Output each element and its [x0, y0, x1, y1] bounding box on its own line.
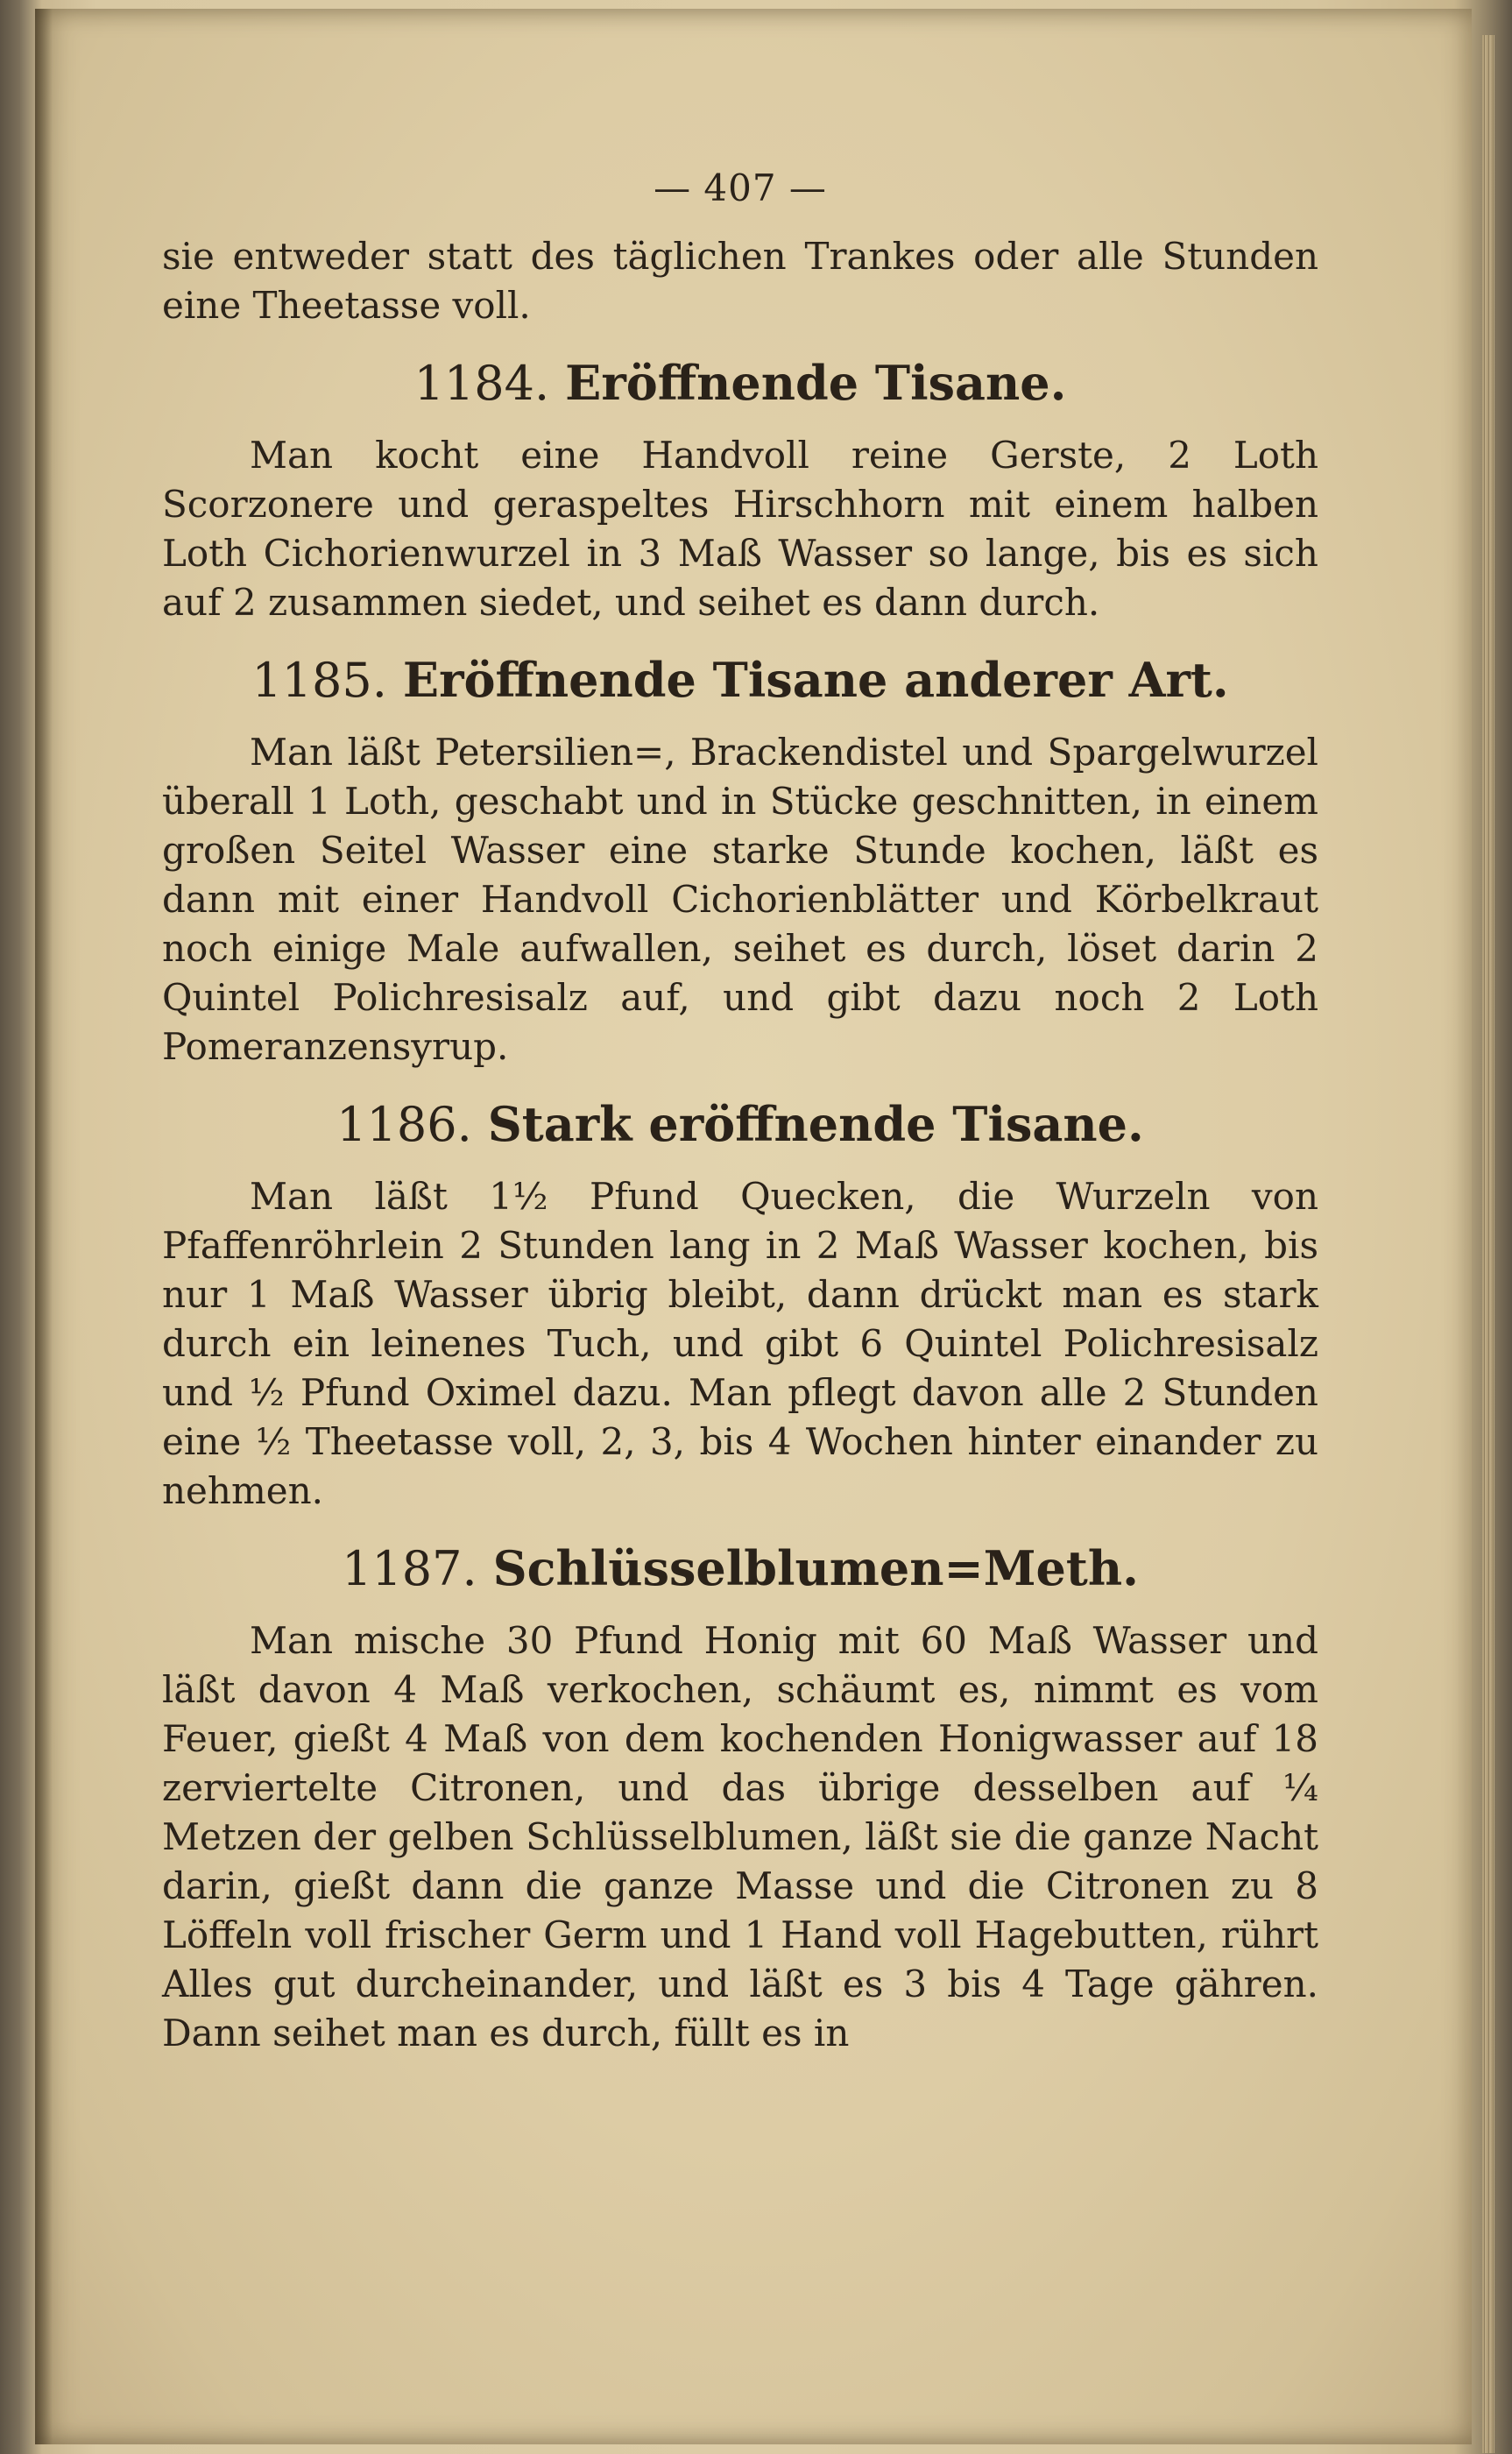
recipe-body-1186: Man läßt 1½ Pfund Quecken, die Wurzeln von Pfaffenröhrlein 2 Stunden lang in 2 Maß Wasser kochen, bis nur 1 Maß Wasser übrig bleibt, dann drückt man es stark durch ein leinenes Tuch, und gibt 6 Quintel Polichresisalz und ½ Pfund Oximel dazu. Man pflegt davon alle 2 Stunden eine ½ Theetasse voll, 2, 3, bis 4 Wochen hinter einander zu nehmen. — [162, 1175, 1318, 1512]
recipe-body-1187: Man mische 30 Pfund Honig mit 60 Maß Wasser und läßt davon 4 Maß verkochen, schäumt es, nimmt es vom Feuer, gießt 4 Maß von dem kochenden Honigwasser auf 18 zerviertelte Citronen, und das übrige desselben auf ¼ Metzen der gelben Schlüsselblumen, läßt sie die ganze Nacht darin, gießt dann die ganze Masse und die Citronen zu 8 Löffeln voll frischer Germ und 1 Hand voll Hagebutten, rührt Alles gut durcheinander, und läßt es 3 bis 4 Tage gähren. Dann seihet man es durch, füllt es in — [162, 1619, 1318, 2054]
page-edges — [1482, 35, 1494, 2453]
recipe-heading-1185 — [162, 652, 1318, 709]
recipe-title: Schlüsselblumen=Meth. — [492, 1540, 1139, 1596]
recipe-number: 1187. — [342, 1541, 477, 1596]
recipe-number: 1184. — [413, 356, 550, 411]
recipe-heading-1186 — [162, 1096, 1318, 1153]
recipe-heading-1184 — [162, 355, 1318, 412]
page-text — [162, 166, 1318, 2058]
recipe-title: Stark eröffnende Tisane. — [487, 1096, 1144, 1152]
binding-gutter — [35, 9, 53, 2444]
recipe-title: Eröffnende Tisane. — [565, 355, 1067, 411]
page-number: — 407 — — [654, 166, 827, 209]
recipe-heading-1187 — [162, 1540, 1318, 1597]
recipe-body-1184: Man kocht eine Handvoll reine Gerste, 2 Loth Scorzonere und geraspeltes Hirschhorn mit einem halben Loth Cichorienwurzel in 3 Maß Wasser so lange, bis es sich auf 2 zusammen siedet, und seihet es dann durch. — [162, 434, 1318, 624]
recipe-body-1185: Man läßt Petersilien=, Brackendistel und Spargelwurzel überall 1 Loth, geschabt und in Stücke geschnitten, in einem großen Seitel Wasser eine starke Stunde kochen, läßt es dann mit einer Handvoll Cichorienblätter und Körbelkraut noch einige Male aufwallen, seihet es durch, löset darin 2 Quintel Polichresisalz auf, und gibt dazu noch 2 Loth Pomeranzensyrup. — [162, 731, 1318, 1068]
recipe-number: 1186. — [336, 1097, 472, 1152]
recipe-title: Eröffnende Tisane anderer Art. — [402, 652, 1229, 708]
continuation-paragraph: sie entweder statt des täglichen Trankes oder alle Stunden eine Theetasse voll. — [162, 235, 1318, 327]
recipe-number: 1185. — [251, 653, 387, 708]
